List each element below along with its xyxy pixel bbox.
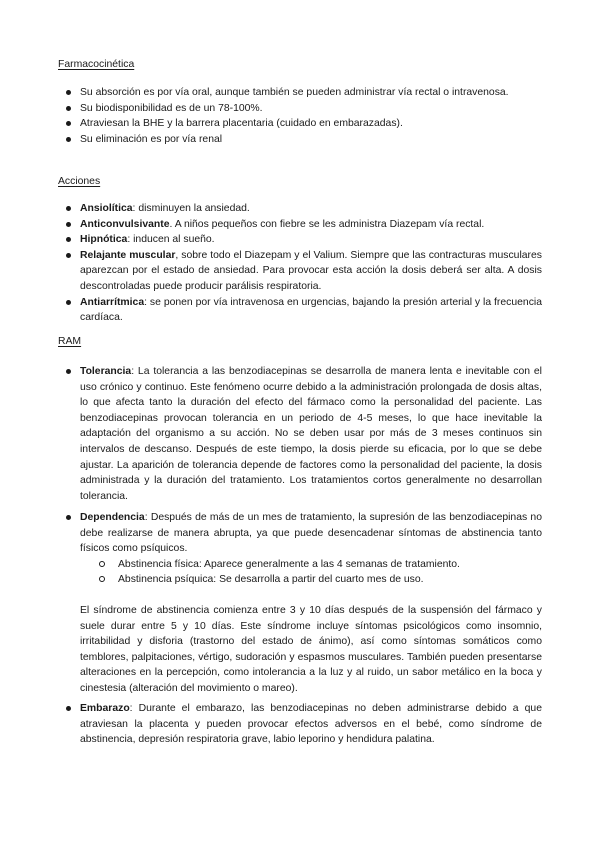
list-item: Hipnótica: inducen al sueño. xyxy=(80,232,542,248)
list-item: Su eliminación es por vía renal xyxy=(80,132,542,148)
list-item: Tolerancia: La tolerancia a las benzodiacepinas se desarrolla de manera lenta e inevitable con el uso crónico y continuo. Este fenómeno ocurre debido a la administración prolongada de dosis altas, lo que afecta tanto la duración del efecto del fármaco como la personalidad del paciente. Las benzodiacepinas provocan tolerancia en un periodo de 4-5 meses, lo que hace inevitable la adaptación del organismo a su acción. No se deben usar por más de 3 meses continuos sin intervalos de descanso. Después de este tiempo, la dosis pierde su eficacia, por lo que se debe ajustar. La aparición de tolerancia depende de factores como la personalidad del paciente, la dosis administrada y la duración del tratamiento. Los tratamientos cortos generalmente no desarrollan tolerancia. xyxy=(80,364,542,504)
section-heading-ram: RAM xyxy=(58,336,82,347)
bullet-icon xyxy=(66,253,71,258)
abstinencia-sublist xyxy=(80,557,542,588)
bullet-icon xyxy=(66,300,71,305)
ram-embarazo-list xyxy=(80,701,542,748)
section-heading-acciones: Acciones xyxy=(58,176,101,187)
bullet-icon xyxy=(66,237,71,242)
section-heading-farmacocinetica: Farmacocinética xyxy=(58,59,135,70)
bullet-icon xyxy=(66,706,71,711)
bullet-icon xyxy=(66,206,71,211)
bullet-icon xyxy=(66,515,71,520)
abstinencia-paragraph: El síndrome de abstinencia comienza entre 3 y 10 días después de la suspensión del fármaco y suele durar entre 5 y 10 días. Este síndrome incluye síntomas psicológicos como insomnio, irritabilidad y disforia (trastorno del estado de ánimo), así como síntomas somáticos como temblores, palpitaciones, vértigo, sudoración y espasmos musculares. También pueden presentarse alteraciones en la percepción, como intolerancia a la luz y al ruido, un sabor metálico en la boca y cinestesia (alteración del movimiento o mareo). xyxy=(80,604,542,694)
bullet-icon xyxy=(66,369,71,374)
list-item: Embarazo: Durante el embarazo, las benzodiacepinas no deben administrarse debido a que atraviesan la placenta y pueden provocar efectos adversos en el bebé, como síndrome de abstinencia, depresión respiratoria grave, labio leporino y hendidura palatina. xyxy=(80,701,542,748)
list-item: Su biodisponibilidad es de un 78-100%. xyxy=(80,101,542,117)
sub-list-item: Abstinencia física: Aparece generalmente a las 4 semanas de tratamiento. xyxy=(118,557,542,573)
list-item: Su absorción es por vía oral, aunque también se pueden administrar vía rectal o intravenosa. xyxy=(80,85,542,101)
list-item: Dependencia: Después de más de un mes de tratamiento, la supresión de las benzodiacepinas no debe realizarse de manera abrupta, ya que puede desencadenar síntomas de abstinencia tanto físicos como psíquicos. Abstinencia física: Aparece generalmente a las 4 semanas de tratamiento. Abstinencia psíquica: Se desarrolla a partir del cuarto mes de uso. El síndrome de abstinencia comienza entre 3 y 10 días después de la suspensión del fármaco y suele durar entre 5 y 10 días. Este síndrome incluye síntomas psicológicos como insomnio, irritabilidad y disforia (trastorno del estado de ánimo), así como síntomas somáticos como temblores, palpitaciones, vértigo, sudoración y espasmos musculares. También pueden presentarse alteraciones en la percepción, como intolerancia a la luz y al ruido, un sabor metálico en la boca y cinestesia (alteración del movimiento o mareo). xyxy=(80,510,542,697)
bullet-icon xyxy=(66,90,71,95)
circle-bullet-icon xyxy=(99,561,105,567)
bullet-icon xyxy=(66,121,71,126)
bullet-icon xyxy=(66,106,71,111)
farmacocinetica-list xyxy=(80,85,542,147)
bullet-icon xyxy=(66,137,71,142)
list-item: Atraviesan la BHE y la barrera placentaria (cuidado en embarazadas). xyxy=(80,116,542,132)
list-item: Ansiolítica: disminuyen la ansiedad. xyxy=(80,201,542,217)
bullet-icon xyxy=(66,222,71,227)
circle-bullet-icon xyxy=(99,576,105,582)
ram-tolerancia-list xyxy=(80,364,542,504)
list-item: Relajante muscular, sobre todo el Diazepam y el Valium. Siempre que las contracturas musculares aparezcan por el estado de ansiedad. Para provocar esta acción la dosis deberá ser alta. A dosis descontroladas puede producir parálisis respiratoria. xyxy=(80,248,542,295)
sub-list-item: Abstinencia psíquica: Se desarrolla a partir del cuarto mes de uso. xyxy=(118,572,542,588)
acciones-list xyxy=(80,201,542,326)
ram-dependencia-list xyxy=(80,510,542,697)
list-item: Antiarrítmica: se ponen por vía intravenosa en urgencias, bajando la presión arterial y la frecuencia cardíaca. xyxy=(80,295,542,326)
list-item: Anticonvulsivante. A niños pequeños con fiebre se les administra Diazepam vía rectal. xyxy=(80,217,542,233)
